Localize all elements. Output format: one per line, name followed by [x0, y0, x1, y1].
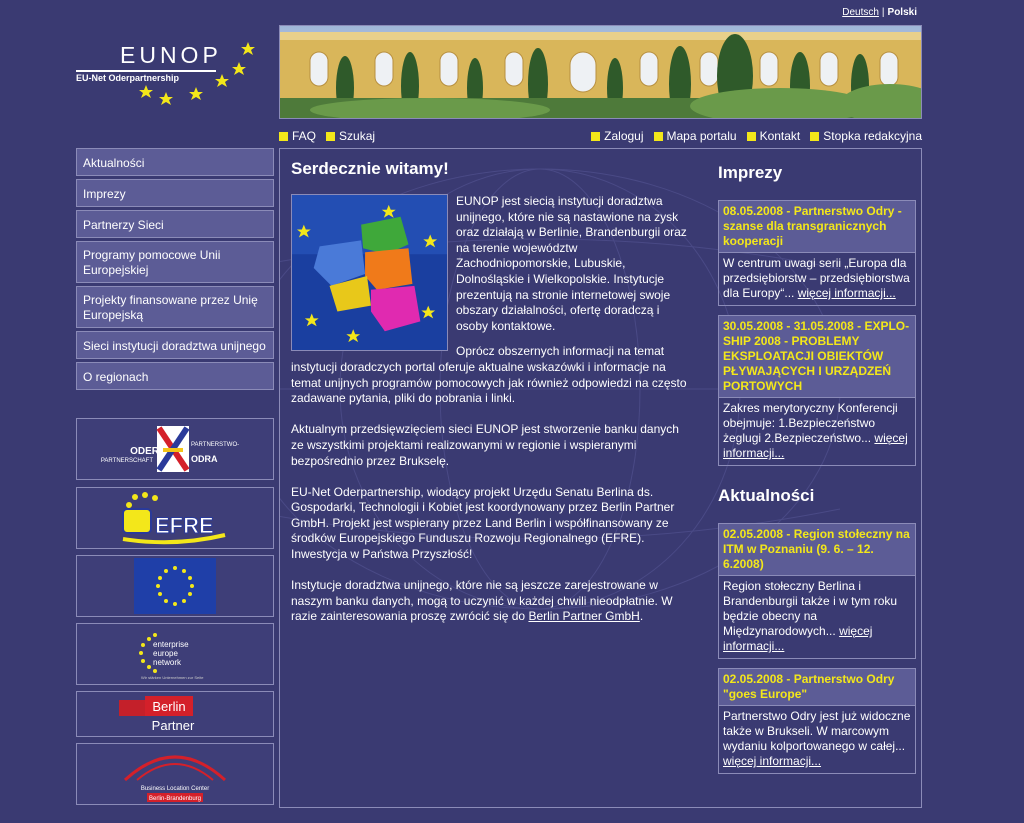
event-title-link[interactable]: 08.05.2008 - Partnerstwo Odry - szanse dla transgranicznych kooperacji [719, 201, 915, 253]
more-info-link[interactable]: więcej informacji... [797, 286, 896, 300]
registration-end: . [639, 609, 644, 624]
database-paragraph: Aktualnym przedsięwzięciem sieci EUNOP jest stworzenie banku danych ze wszystkimi projektami realizowanymi w regionie i wspieranymi bezpośrednio przez Brukselę. [291, 422, 679, 468]
eu-flag-logo[interactable] [76, 555, 274, 617]
nav-contact-link[interactable] [747, 129, 801, 143]
registration-text: Instytucje doradztwa unijnego, które nie są jeszcze zarejestrowane w naszym banku danych, mogą to uczynić w każdej chwili nieodpłatnie. W razie zainteresowania proszę zwrócić się do [291, 578, 673, 624]
oder-text: ODER [130, 446, 159, 457]
sidebar-item-regions[interactable]: O regionach [76, 362, 274, 390]
partnerstwo-text: PARTNERSTWO- [191, 442, 240, 448]
partnerschaft-text: PARTNERSCHAFT [100, 458, 153, 464]
news-item [718, 523, 916, 659]
event-title-link[interactable]: 30.05.2008 - 31.05.2008 - EXPLO-SHIP 2008 - PROBLEMY EKSPLOATACJI OBIEKTÓW PŁYWAJĄCYCH I URZĄDZEŃ PORTOWYCH [719, 316, 915, 398]
een-network-text: network [153, 658, 182, 667]
logo-underline [76, 70, 216, 72]
oderpartnerschaft-logo[interactable] [76, 418, 274, 480]
logo-title: EUNOP [120, 42, 222, 68]
nav-sitemap-label: Mapa portalu [666, 129, 737, 143]
sidebar-menu [76, 148, 274, 393]
blc-title-text: Business Location Center [140, 786, 210, 792]
een-tagline-text: Wir stärken Unternehmen zur Seite [141, 675, 204, 680]
sidebar-item-eu-projects[interactable]: Projekty finansowane przez Unię Europejską [76, 286, 274, 328]
partner-text: Partner [151, 718, 195, 733]
news-summary [719, 576, 915, 658]
event-summary-text: W centrum uwagi serii „Europa dla przedsiębiorstw – przedsiębiorstwa dla Europy“... [723, 256, 910, 300]
berlin-text: Berlin [152, 699, 186, 714]
eu-flag-icon [134, 558, 216, 614]
language-separator: | [881, 7, 885, 18]
event-item [718, 200, 916, 306]
sidebar-item-events[interactable]: Imprezy [76, 179, 274, 207]
event-summary-text: Zakres merytoryczny Konferencji obejmuje: 1.Bezpieczeństwo żeglugi 2.Bezpieczeństwo... [723, 401, 898, 445]
project-paragraph: EU-Net Oderpartnership, wiodący projekt Urzędu Senatu Berlina ds. Gospodarki, Technologii i Kobiet jest koordynowany przez Berlin Partner GmbH. Projekt jest wspierany przez Land Berlin i współfinansowany ze środków Europejskiego Funduszu Rozwoju Regionalnego (EFRE). Inwestycja w Państwa Przyszłość! [291, 484, 675, 562]
events-heading: Imprezy [718, 163, 783, 182]
yellow-square-icon [810, 132, 819, 141]
event-item [718, 315, 916, 466]
news-summary [719, 706, 915, 773]
content-panel [279, 148, 922, 808]
sidebar-item-partners[interactable]: Partnerzy Sieci [76, 210, 274, 238]
news-title-link[interactable]: 02.05.2008 - Partnerstwo Odry "goes Europe" [719, 669, 915, 706]
nav-contact-label: Kontakt [759, 129, 801, 143]
een-europe-text: europe [153, 649, 178, 658]
topnav-left [279, 129, 375, 143]
language-selector [842, 7, 917, 18]
berlin-partner-link[interactable]: Berlin Partner GmbH [528, 609, 640, 624]
nav-imprint-link[interactable] [810, 129, 922, 143]
nav-imprint-label: Stopka redakcyjna [823, 129, 922, 143]
news-title-link[interactable]: 02.05.2008 - Region stołeczny na ITM w Poznaniu (9. 6. – 12. 6.2008) [719, 524, 915, 576]
nav-login-link[interactable] [591, 129, 643, 143]
yellow-square-icon [326, 132, 335, 141]
yellow-square-icon [747, 132, 756, 141]
efre-logo[interactable] [76, 487, 274, 549]
yellow-square-icon [279, 132, 288, 141]
topnav-right [591, 129, 922, 143]
yellow-square-icon [591, 132, 600, 141]
een-enterprise-text: enterprise [153, 640, 189, 649]
welcome-section [291, 159, 691, 641]
news-column [718, 163, 916, 783]
nav-search-label: Szukaj [339, 129, 376, 143]
berlin-partner-logo[interactable] [76, 691, 274, 737]
nav-faq-label: FAQ [292, 129, 317, 143]
nav-login-label: Zaloguj [604, 129, 644, 143]
blc-region-text: Berlin-Brandenburg [148, 796, 202, 802]
language-deutsch-link[interactable]: Deutsch [842, 7, 879, 18]
news-summary-text: Partnerstwo Odry jest już widoczne także w Brukseli. W marcowym wydaniu kolportowanego w całej... [723, 709, 911, 753]
nav-faq-link[interactable] [279, 129, 316, 143]
sidebar-item-eu-programs[interactable]: Programy pomocowe Unii Europejskiej [76, 241, 274, 283]
more-info-link[interactable]: więcej informacji... [723, 754, 822, 768]
enterprise-europe-network-logo[interactable] [76, 623, 274, 685]
event-summary [719, 253, 915, 305]
news-item [718, 668, 916, 774]
yellow-square-icon [654, 132, 663, 141]
portal-info-paragraph: Oprócz obszernych informacji na temat instytucji doradczych portal oferuje aktualne wskazówki i informacje na temat unijnych programów pomocowych jak również odpowiedzi na często zadawane pytania, pliki do pobrania i linki. [291, 344, 687, 406]
event-summary [719, 398, 915, 465]
header-banner-image [279, 25, 922, 119]
language-polski-current: Polski [887, 7, 917, 18]
odra-text: ODRA [191, 454, 218, 464]
nav-sitemap-link[interactable] [654, 129, 737, 143]
sidebar-item-news[interactable]: Aktualności [76, 148, 274, 176]
more-info-link[interactable]: więcej informacji... [723, 431, 908, 460]
nav-search-link[interactable] [326, 129, 375, 143]
intro-paragraph: EUNOP jest siecią instytucji doradztwa unijnego, które nie są nastawione na zysk oraz działają w Berlinie, Brandenburgii oraz na terenie województw Zachodniopomorskie, Lubuskie, Dolnośląskie i Wielkopolskie. Instytucje prezentują na stronie internetowej swoje obszary działalności, ofertę doradczą i osoby kontaktowe. [456, 194, 687, 333]
efre-text: EFRE [155, 513, 214, 538]
region-map-image [291, 194, 448, 351]
eunop-logo[interactable] [76, 40, 266, 110]
page-title: Serdecznie witamy! [291, 159, 449, 178]
news-heading: Aktualności [718, 486, 815, 505]
registration-paragraph [291, 578, 691, 625]
business-location-center-logo[interactable] [76, 743, 274, 805]
news-summary-text: Region stołeczny Berlina i Brandenburgii także i w tym roku będzie obecny na Międzynarodowych... [723, 579, 898, 638]
logo-subtitle: EU-Net Oderpartnership [76, 73, 180, 83]
more-info-link[interactable]: więcej informacji... [723, 624, 873, 653]
sidebar-item-networks[interactable]: Sieci instytucji doradztwa unijnego [76, 331, 274, 359]
